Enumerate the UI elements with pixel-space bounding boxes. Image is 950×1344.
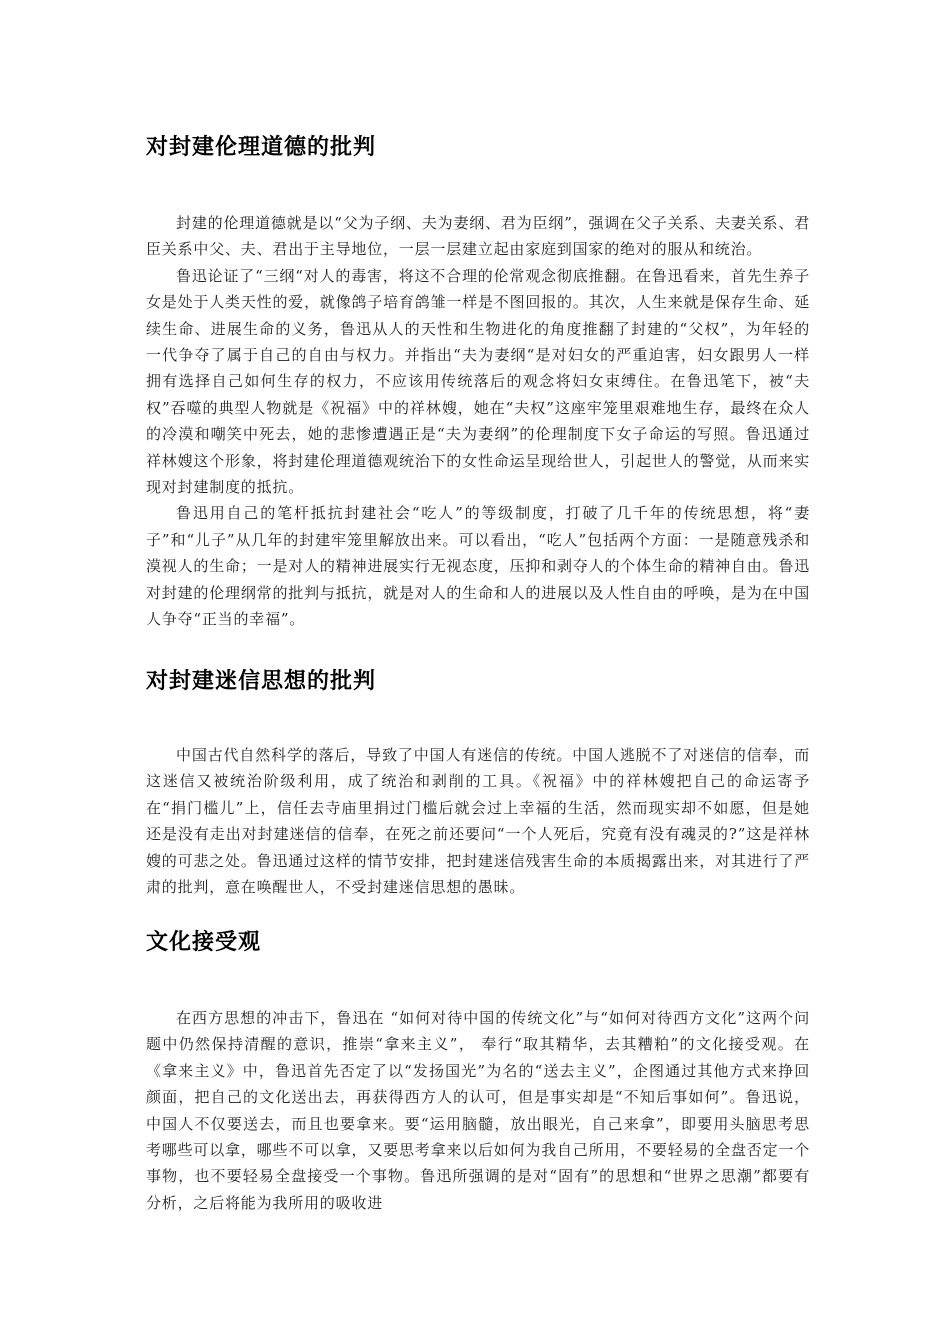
section-body-culture bbox=[146, 1005, 810, 1216]
paragraph: 在西方思想的冲击下，鲁迅在 “如何对待中国的传统文化”与“如何对待西方文化”这两个问题中仍然保持清醒的意识，推崇“拿来主义”， 奉行“取其精华，去其糟粕”的文化接受观。在《拿来主义》中，鲁迅首先否定了以“发扬国光”为名的“送去主义”，企图通过其他方式来挣回颜面，把自己的文化送出去，再获得西方人的认可，但是事实却是“不知后事如何”。鲁迅说，中国人不仅要送去，而且也要拿来。要“运用脑髓，放出眼光，自己来拿”，即要用头脑思考思考哪些可以拿，哪些不可以拿，又要思考拿来以后如何为我自己所用，不要轻易的全盘否定一个事物，也不要轻易全盘接受一个事物。鲁迅所强调的是对“固有”的思想和“世界之思潮”都要有分析，之后将能为我所用的吸收进 bbox=[146, 1009, 810, 1212]
section-title-ethics: 对封建伦理道德的批判 bbox=[146, 135, 377, 160]
paragraph: 中国古代自然科学的落后，导致了中国人有迷信的传统。中国人逃脱不了对迷信的信奉，而这迷信又被统治阶级利用，成了统治和剥削的工具。《祝福》中的祥林嫂把自己的命运寄予在“捐门槛儿”上，信任去寺庙里捐过门槛后就会过上幸福的生活，然而现实却不如愿，但是她还是没有走出对封建迷信的信奉，在死之前还要问“一个人死后，究竟有没有魂灵的?”这是祥林嫂的可悲之处。鲁迅通过这样的情节安排，把封建迷信残害生命的本质揭露出来，对其进行了严肃的批判，意在唤醒世人，不受封建迷信思想的愚昧。 bbox=[146, 746, 810, 897]
section-title-superstition: 对封建迷信思想的批判 bbox=[146, 669, 377, 694]
paragraph: 鲁迅用自己的笔杆抵抗封建社会“吃人”的等级制度，打破了几千年的传统思想，将“妻子”和“儿子”从几年的封建牢笼里解放出来。可以看出，“吃人”包括两个方面：一是随意残杀和漠视人的生命；一是对人的精神进展实行无视态度，压抑和剥夺人的个体生命的精神自由。鲁迅对封建的伦理纲常的批判与抵抗，就是对人的生命和人的进展以及人性自由的呼唤，是为在中国人争夺“正当的幸福”。 bbox=[146, 504, 810, 629]
section-body-superstition bbox=[146, 742, 810, 900]
section-body-ethics bbox=[146, 210, 810, 633]
paragraph: 封建的伦理道德就是以“父为子纲、夫为妻纲、君为臣纲”，强调在父子关系、夫妻关系、君臣关系中父、夫、君出于主导地位，一层一层建立起由家庭到国家的绝对的服从和统治。 bbox=[146, 214, 810, 259]
paragraph: 鲁迅论证了“三纲“对人的毒害，将这不合理的伦常观念彻底推翻。在鲁迅看来，首先生养子女是处于人类天性的爱，就像鸽子培育鸽雏一样是不图回报的。其次，人生来就是保存生命、延续生命、进展生命的义务，鲁迅从人的天性和生物进化的角度推翻了封建的“父权”，为年轻的一代争夺了属于自己的自由与权力。并指出“夫为妻纲“是对妇女的严重迫害，妇女跟男人一样拥有选择自己如何生存的权力，不应该用传统落后的观念将妇女束缚住。在鲁迅笔下，被“夫权”吞噬的典型人物就是《祝福》中的祥林嫂，她在“夫权”这座牢笼里艰难地生存，最终在众人的冷漠和嘲笑中死去，她的悲惨遭遇正是“夫为妻纲”的伦理制度下女子命运的写照。鲁迅通过祥林嫂这个形象，将封建伦理道德观统治下的女性命运呈现给世人，引起世人的警觉，从而来实现对封建制度的抵抗。 bbox=[146, 266, 810, 497]
section-title-culture: 文化接受观 bbox=[146, 930, 262, 955]
